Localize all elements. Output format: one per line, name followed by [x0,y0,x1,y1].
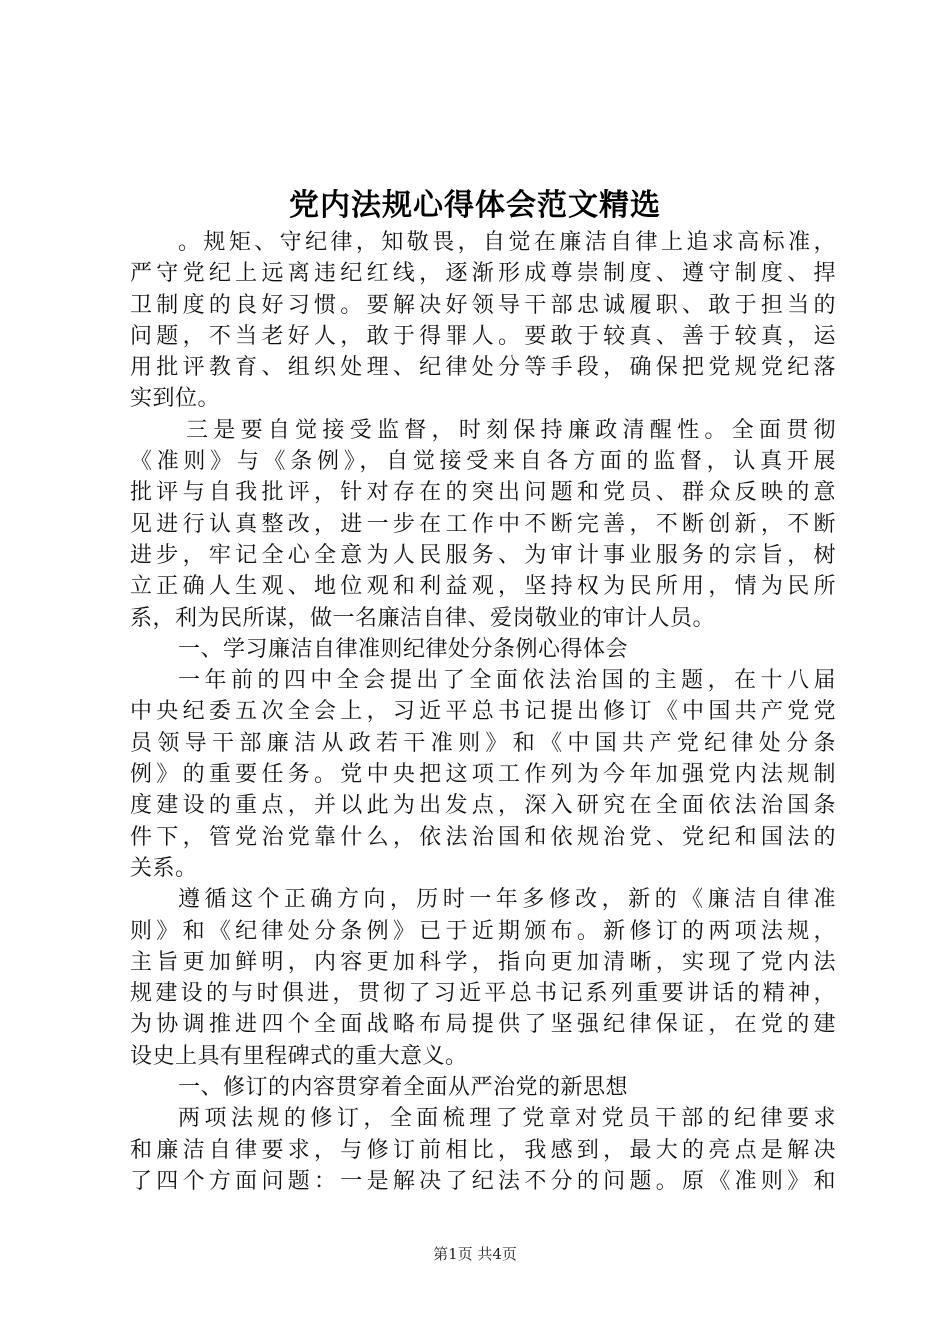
text-line: 批评与自我批评，针对存在的突出问题和党员、群众反映的意 [130,480,836,506]
text-line: 关系。 [130,855,198,881]
text-line: 为协调推进四个全面战略布局提供了坚强纪律保证，在党的建 [130,1012,836,1038]
text-line: 系，利为民所谋，做一名廉洁自律、爱岗敬业的审计人员。 [130,605,716,631]
text-line: 则》和《纪律处分条例》已于近期颁布。新修订的两项法规， [130,918,836,944]
page-footer: 第1页 共4页 [433,1245,517,1263]
text-line: 主旨更加鲜明，内容更加科学，指向更加清晰，实现了党内法 [130,949,836,975]
document-body [130,227,836,1197]
text-line: 用批评教育、组织处理、纪律处分等手段，确保把党规党纪落 [130,355,836,381]
text-line: 设史上具有里程碑式的重大意义。 [130,1043,468,1069]
text-line: 了四个方面问题：一是解决了纪法不分的问题。原《准则》和 [130,1168,836,1194]
text-line: 卫制度的良好习惯。要解决好领导干部忠诚履职、敢于担当的 [130,292,836,318]
text-line: 度建设的重点，并以此为出发点，深入研究在全面依法治国条 [130,793,836,819]
text-line: 规建设的与时俱进，贯彻了习近平总书记系列重要讲话的精神， [130,981,836,1007]
document-title: 党内法规心得体会范文精选 [289,188,661,223]
text-line: 件下，管党治党靠什么，依法治国和依规治党、党纪和国法的 [130,824,836,850]
text-line: 一年前的四中全会提出了全面依法治国的主题，在十八届 [178,668,836,694]
text-line: 一、修订的内容贯穿着全面从严治党的新思想 [178,1075,629,1101]
text-line: 中央纪委五次全会上，习近平总书记提出修订《中国共产党党 [130,699,836,725]
text-line: 遵循这个正确方向，历时一年多修改，新的《廉洁自律准 [178,887,836,913]
text-line: 严守党纪上远离违纪红线，逐渐形成尊崇制度、遵守制度、捍 [130,261,836,287]
text-line: 立正确人生观、地位观和利益观，坚持权为民所用，情为民所 [130,574,836,600]
text-line: 《准则》与《条例》，自觉接受来自各方面的监督，认真开展 [130,449,836,475]
text-line: 例》的重要任务。党中央把这项工作列为今年加强党内法规制 [130,762,836,788]
text-line: 一、学习廉洁自律准则纪律处分条例心得体会 [178,636,629,662]
text-line: 和廉洁自律要求，与修订前相比，我感到，最大的亮点是解决 [130,1137,836,1163]
text-line: 见进行认真整改，进一步在工作中不断完善，不断创新，不断 [130,511,836,537]
text-line: 三是要自觉接受监督，时刻保持廉政清醒性。全面贯彻 [186,417,836,443]
text-line: 员领导干部廉洁从政若干准则》和《中国共产党纪律处分条 [130,730,836,756]
text-line: 进步，牢记全心全意为人民服务、为审计事业服务的宗旨，树 [130,542,836,568]
text-line: 实到位。 [130,386,221,412]
text-line: 两项法规的修订，全面梳理了党章对党员干部的纪律要求 [178,1106,836,1132]
text-line: 。规矩、守纪律，知敬畏，自觉在廉洁自律上追求高标准， [178,230,836,255]
text-line: 问题，不当老好人，敢于得罪人。要敢于较真、善于较真，运 [130,323,836,349]
